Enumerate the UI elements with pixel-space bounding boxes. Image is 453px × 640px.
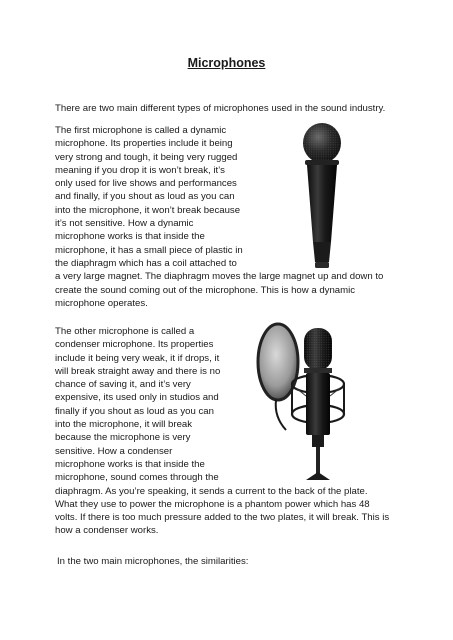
text-line: What they use to power the microphone is a phantom power which has 48 [55,498,370,510]
text-line: the diaphragm which has a coil attached to [55,257,237,269]
text-line: The other microphone is called a [55,326,195,337]
text-line: microphone operates. [55,297,148,309]
text-line: microphone, it has a small piece of plastic in [55,244,243,256]
text-line: sensitive. How a condenser [55,445,173,457]
text-line: include it being very weak, it if drops, it [55,352,220,364]
text-line: into the microphone, it won’t break because [55,204,241,216]
text-line: meaning if you drop it is won’t break, it’s [55,164,225,176]
text-line: expensive, its used only in studios and [55,392,219,404]
text-line: microphone, sound comes through the [55,472,219,484]
text-line: condenser microphone. Its properties [55,339,214,351]
text-line: chance of saving it, and it’s very [55,379,191,391]
text-line: The first microphone is called a dynamic [55,125,227,136]
text-line: diaphragm. As you’re speaking, it sends a current to the back of the plate. [55,485,368,497]
text-line: microphone works is that inside the [55,231,205,243]
dynamic-microphone-image [296,122,348,270]
closing-line: In the two main microphones, the similarities: [57,556,249,567]
text-line: into the microphone, it will break [55,419,193,431]
text-line: how a condenser works. [55,525,159,537]
text-line: will break straight away and there is no [55,365,221,377]
text-line: a very large magnet. The diaphragm moves the large magnet up and down to [55,271,384,283]
text-line: volts. If there is too much pressure added to the two plates, it will break. This is [55,512,390,524]
intro-paragraph: There are two main different types of microphones used in the sound industry. [55,103,386,114]
condenser-microphone-image [246,322,364,482]
text-line: create the sound coming out of the microphone. This is how a dynamic [55,284,356,296]
text-line: it’s not sensitive. How a dynamic [55,218,194,230]
page-title: Microphones [187,56,266,70]
text-line: because the microphone is very [55,432,191,444]
text-line: microphone. Its properties include it being [55,138,233,150]
text-line: microphone works is that inside the [55,458,205,470]
text-line: only used for live shows and performances [55,178,237,190]
text-line: and finally, if you shout as loud as you can [55,191,235,203]
text-line: very strong and tough, it being very rugged [55,151,238,163]
text-line: finally if you shout as loud as you can [55,405,214,417]
